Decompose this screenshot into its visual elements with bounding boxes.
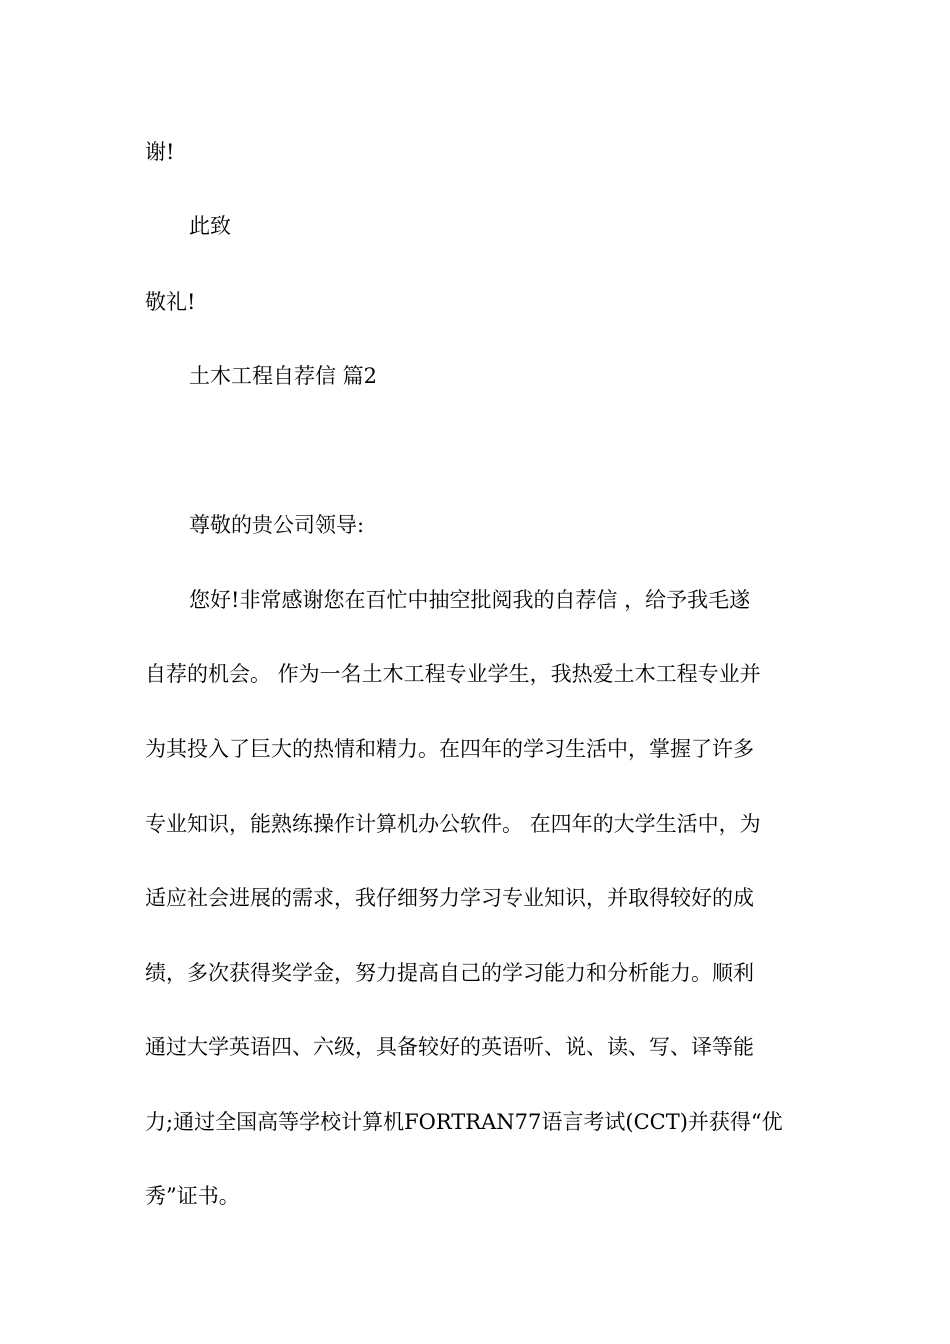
- body-line: 适应社会进展的需求，我仔细努力学习专业知识，并取得较好的成: [145, 886, 754, 910]
- body-line: 您好!非常感谢您在百忙中抽空批阅我的自荐信 ，给予我毛遂: [189, 588, 751, 612]
- closing-regards: 敬礼!: [145, 290, 196, 314]
- body-line: 通过大学英语四、六级，具备较好的英语听、说、读、写、译等能: [145, 1035, 754, 1059]
- closing-thanks: 谢!: [145, 140, 175, 164]
- body-line: 力;通过全国高等学校计算机FORTRAN77语言考试(CCT)并获得“优: [145, 1110, 783, 1134]
- body-line: 为其投入了巨大的热情和精力。在四年的学习生活中，掌握了许多: [145, 737, 754, 761]
- section-heading: 土木工程自荐信 篇2: [189, 364, 378, 388]
- letter-greeting: 尊敬的贵公司领导:: [189, 513, 365, 537]
- body-line: 自荐的机会。 作为一名土木工程专业学生，我热爱土木工程专业并: [145, 662, 761, 686]
- body-line: 绩，多次获得奖学金，努力提高自己的学习能力和分析能力。顺利: [145, 961, 754, 985]
- closing-salutation: 此致: [189, 214, 231, 238]
- body-line: 秀”证书。: [145, 1184, 240, 1208]
- body-line: 专业知识，能熟练操作计算机办公软件。 在四年的大学生活中，为: [145, 812, 761, 836]
